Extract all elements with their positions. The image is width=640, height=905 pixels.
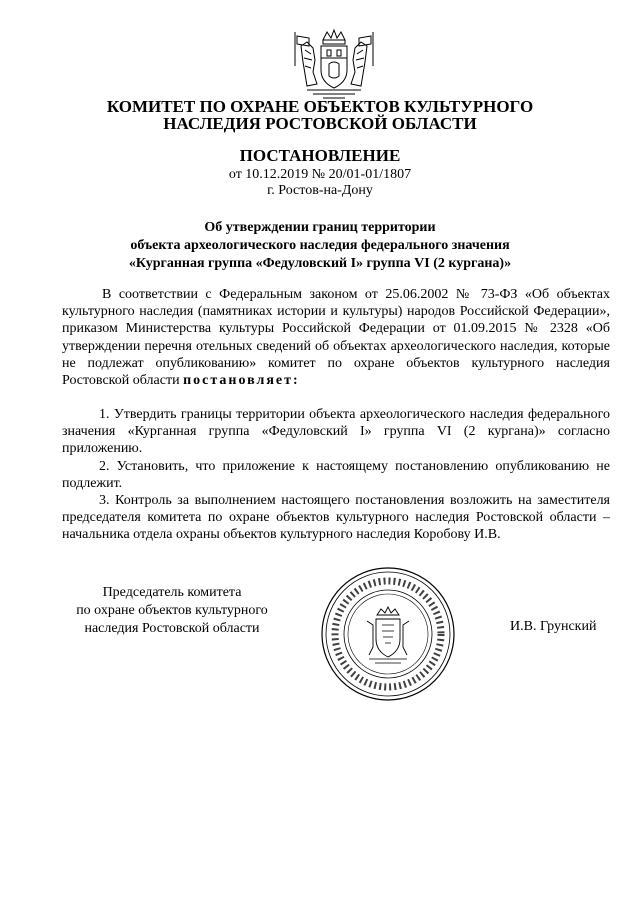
document-city: г. Ростов-на-Дону bbox=[267, 183, 373, 198]
signer-title bbox=[62, 584, 282, 638]
resolves-word: постановляет: bbox=[183, 373, 300, 389]
official-seal-icon bbox=[319, 565, 457, 703]
intro-text: В соответствии с Федеральным законом от 25.06.2002 № 73-ФЗ «Об объектах культурного наследия (памятниках истории и культуры) народов Российской Федерации», приказом Министерства культуры Российской Федерации от 01.09.2015 № 2328 «Об утверждении перечня отельных сведений об объектах археологического наследия, которые не подлежат опубликованию» комитет по охране объектов культурного наследия Ростовской области bbox=[62, 287, 610, 389]
resolution-item-2: 2. Установить, что приложение к настоящему постановлению опубликованию не подлежит. bbox=[62, 458, 610, 491]
signer-title-line-3: наследия Ростовской области bbox=[84, 621, 260, 636]
signer-title-line-1: Председатель комитета bbox=[102, 585, 242, 600]
document-type: ПОСТАНОВЛЕНИЕ bbox=[239, 146, 401, 165]
resolution-items bbox=[62, 406, 610, 544]
subject-line-3: «Курганная группа «Федуловский I» группа VI (2 кургана)» bbox=[128, 256, 512, 271]
subject-line-1: Об утверждении границ территории bbox=[204, 220, 436, 235]
resolution-item-3: 3. Контроль за выполнением настоящего постановления возложить на заместителя председателя комитета по охране объектов культурного наследия Ростовской области – начальника отдела охраны объектов культурного наследия Коробову И.В. bbox=[62, 493, 610, 543]
signer-name: И.В. Грунский bbox=[510, 619, 597, 634]
intro-paragraph bbox=[62, 286, 610, 389]
organization-name bbox=[0, 98, 640, 132]
subject-line-2: объекта археологического наследия федерального значения bbox=[130, 238, 510, 253]
signer-title-line-2: по охране объектов культурного bbox=[76, 603, 268, 618]
coat-of-arms-icon bbox=[293, 26, 375, 102]
org-line-2: НАСЛЕДИЯ РОСТОВСКОЙ ОБЛАСТИ bbox=[163, 114, 477, 133]
resolution-item-1: 1. Утвердить границы территории объекта археологического наследия федерального значения «Курганная группа «Федуловский I» группа VI (2 кургана)» согласно приложению. bbox=[62, 407, 610, 457]
document-number: от 10.12.2019 № 20/01-01/1807 bbox=[228, 167, 412, 182]
org-line-1: КОМИТЕТ ПО ОХРАНЕ ОБЪЕКТОВ КУЛЬТУРНОГО bbox=[106, 97, 534, 116]
document-subject bbox=[0, 219, 640, 273]
